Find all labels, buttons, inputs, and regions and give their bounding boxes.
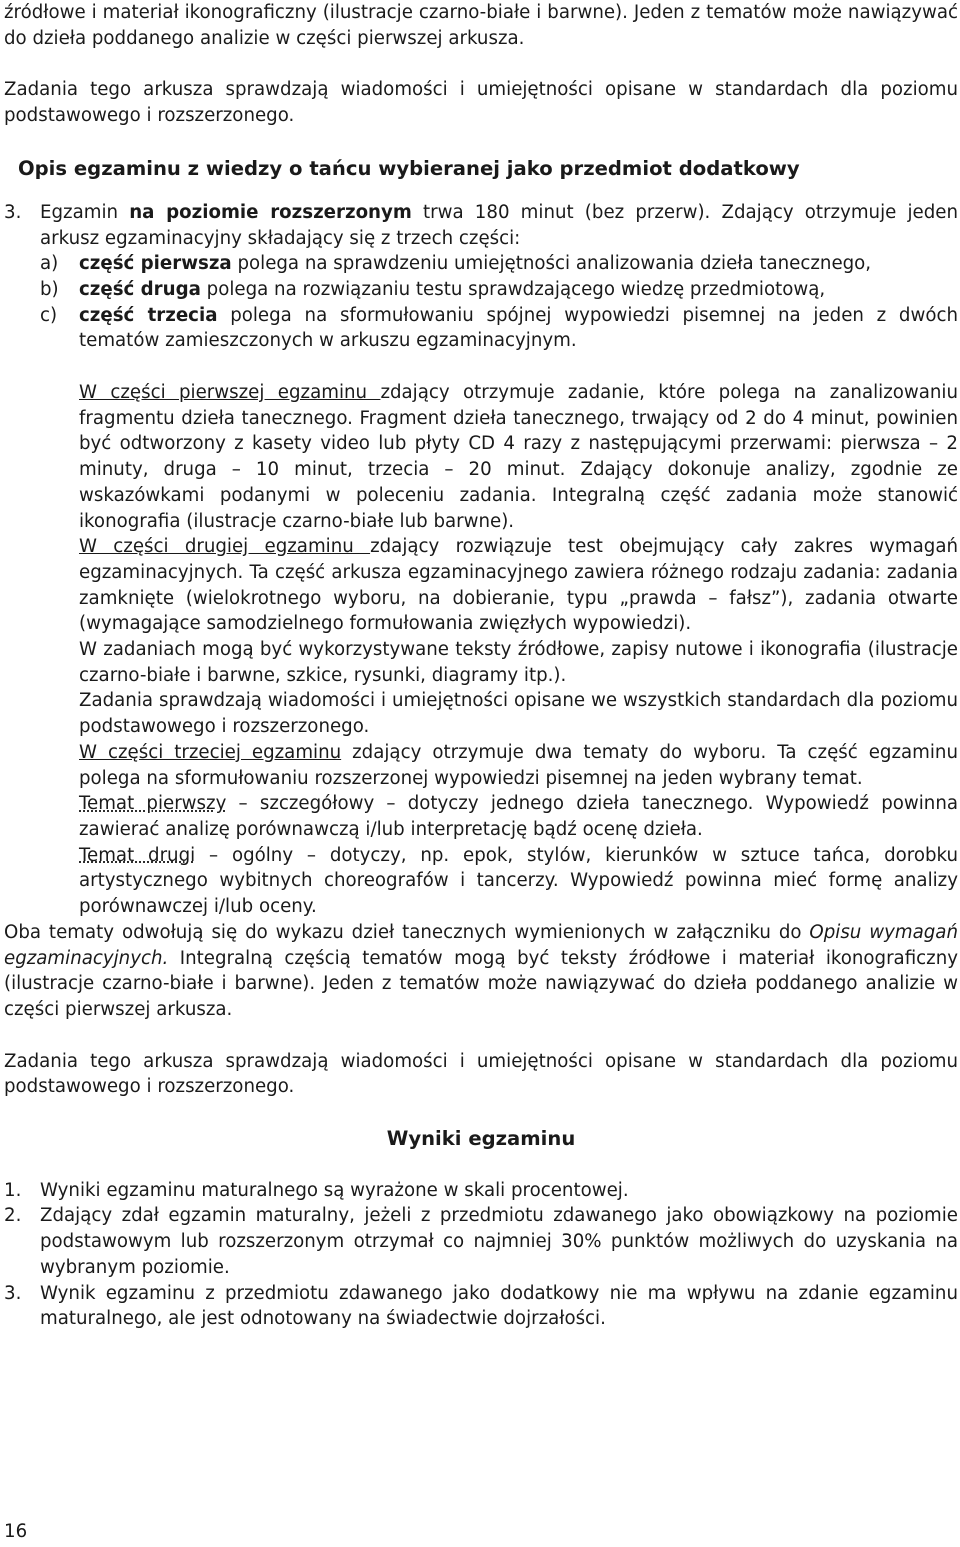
- part-a: [40, 251, 958, 277]
- part-a-bold: część pierwsza: [79, 253, 232, 275]
- part3-text: zdający otrzymuje dwa tematy do wyboru. Ta część egzaminu polega na sformułowaniu rozszerzonej wypowiedzi pisemnej na jeden wybrany temat.: [79, 741, 958, 789]
- section-heading: Opis egzaminu z wiedzy o tańcu wybieranej jako przedmiot dodatkowy: [18, 156, 800, 180]
- result-item-1-number: 1.: [4, 1179, 22, 1201]
- intro-standards-paragraph: Zadania tego arkusza sprawdzają wiadomości i umiejętności opisane w standardach dla poziomu podstawowego i rozszerzonego.: [4, 79, 958, 127]
- part1-paragraph: [79, 380, 958, 534]
- item-3-pre: Egzamin: [40, 201, 130, 223]
- part-c-text: polega na sformułowaniu spójnej wypowiedzi pisemnej na jeden z dwóch tematów zamieszczonych w arkuszu egzaminacyjnym.: [79, 304, 958, 352]
- topic2-paragraph: [79, 843, 958, 920]
- part2-lead: W części drugiej egzaminu: [79, 536, 371, 558]
- part-c: [40, 303, 958, 354]
- part-b-text: polega na rozwiązaniu testu sprawdzającego wiedzę przedmiotową,: [200, 278, 826, 300]
- closing-pre: Oba tematy odwołują się do wykazu dzieł tanecznych wymienionych w załączniku do: [4, 921, 810, 943]
- page-number: 16: [4, 1521, 28, 1542]
- result-item-1: [4, 1178, 958, 1204]
- item-3-bold: na poziomie rozszerzonym: [129, 201, 412, 223]
- part3-paragraph: [79, 740, 958, 791]
- part-a-text: polega na sprawdzeniu umiejętności analizowania dzieła tanecznego,: [231, 253, 872, 275]
- part2-text: zdający rozwiązuje test obejmujący cały zakres wymagań egzaminacyjnych. Ta część arkusza egzaminacyjnego zawiera różnego rodzaju zadania: zadania zamknięte (wielokrotnego wyboru, na dobieranie, typu „prawda – fałsz”), zadania otwarte (wymagające samodzielnego formułowania zwięzłych wypowiedzi).: [79, 536, 958, 635]
- result-item-3-number: 3.: [4, 1282, 22, 1304]
- result-item-2-text: Zdający zdał egzamin maturalny, jeżeli z przedmiotu zdawanego jako obowiązkowy na poziomie podstawowym lub rozszerzonym otrzymał co najmniej 30% punktów możliwych do uzyskania na wybranym poziomie.: [40, 1205, 958, 1278]
- item-3: [4, 200, 958, 354]
- topic1-lead: Temat pierwszy: [79, 793, 227, 815]
- part3-lead: W części trzeciej egzaminu: [79, 741, 342, 763]
- result-item-1-text: Wyniki egzaminu maturalnego są wyrażone w skali procentowej.: [40, 1179, 629, 1201]
- result-item-2-number: 2.: [4, 1205, 22, 1227]
- result-item-3-text: Wynik egzaminu z przedmiotu zdawanego jako dodatkowy nie ma wpływu na zdanie egzaminu maturalnego, ale jest odnotowany na świadectwie dojrzałości.: [40, 1282, 958, 1330]
- part-a-label: a): [40, 253, 59, 275]
- item-3-number: 3.: [4, 201, 22, 223]
- part2-standards: Zadania sprawdzają wiadomości i umiejętności opisane we wszystkich standardach dla poziomu podstawowego i rozszerzonego.: [79, 690, 958, 738]
- part1-text: zdający otrzymuje zadanie, które polega na zanalizowaniu fragmentu dzieła tanecznego. Fragment dzieła tanecznego, trwający od 2 do 4 minut, powinien być odtworzony z kasety video lub płyty CD 4 razy z następującymi przerwami: pierwsza – 2 minuty, druga – 10 minut, trzecia – 20 minut. Zdający dokonuje analizy, zgodnie ze wskazówkami podanymi w poleceniu zadania. Integralną część zadania może stanowić ikonografia (ilustracje czarno-białe lub barwne).: [79, 382, 958, 532]
- part-c-bold: część trzecia: [79, 304, 218, 326]
- closing-post: Integralną częścią tematów mogą być teksty źródłowe i materiał ikonograficzny (ilustracje czarno-białe i barwne). Jeden z tematów może nawiązywać do dzieła poddanego analizie w części pierwszej arkusza.: [4, 947, 958, 1020]
- result-item-3: [4, 1281, 958, 1332]
- topic2-text: – ogólny – dotyczy, np. epok, stylów, kierunków w sztuce tańca, dorobku artystycznego wybitnych choreografów i tancerzy. Wypowiedź powinna mieć formę analizy porównawczej i/lub oceny.: [79, 844, 958, 918]
- document-page: [4, 0, 958, 1332]
- topic1-paragraph: [79, 791, 958, 842]
- topic2-lead: Temat drugi: [79, 844, 196, 866]
- part1-lead: W części pierwszej egzaminu: [79, 382, 381, 404]
- part-b: [40, 277, 958, 303]
- part-b-bold: część druga: [79, 278, 201, 300]
- result-item-2: [4, 1203, 958, 1280]
- topic1-text: – szczegółowy – dotyczy jednego dzieła tanecznego. Wypowiedź powinna zawierać analizę porównawczą i/lub interpretację bądź ocenę dzieła.: [79, 793, 958, 840]
- closing-italic: Opisu wymagań egzaminacyjnych.: [4, 921, 958, 969]
- part-b-label: b): [40, 278, 59, 300]
- closing-standards-paragraph: Zadania tego arkusza sprawdzają wiadomości i umiejętności opisane w standardach dla poziomu podstawowego i rozszerzonego.: [4, 1050, 958, 1098]
- intro-continuation: źródłowe i materiał ikonograficzny (ilustracje czarno-białe i barwne). Jeden z tematów może nawiązywać do dzieła poddanego analizie w części pierwszej arkusza.: [4, 2, 958, 49]
- closing-paragraph: [4, 920, 958, 1023]
- part2-materials: W zadaniach mogą być wykorzystywane teksty źródłowe, zapisy nutowe i ikonografia (ilustracje czarno-białe i barwne, szkice, rysunki, diagramy itp.).: [79, 639, 958, 686]
- item-3-post: trwa 180 minut (bez przerw). Zdający otrzymuje jeden arkusz egzaminacyjny składający się z trzech części:: [40, 201, 959, 249]
- results-heading: Wyniki egzaminu: [386, 1127, 576, 1151]
- part-c-label: c): [40, 304, 58, 326]
- part2-paragraph: [79, 534, 958, 637]
